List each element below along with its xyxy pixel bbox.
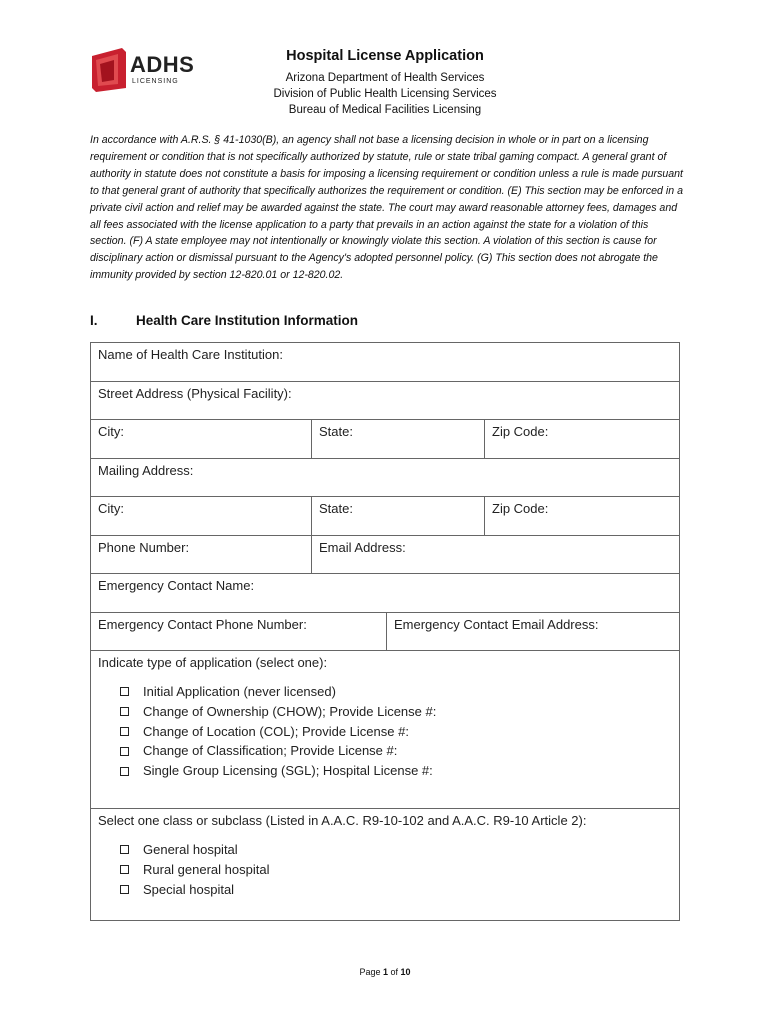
form-row-city-state-zip-1 bbox=[91, 420, 679, 459]
class-option[interactable] bbox=[120, 860, 672, 880]
option-label: Initial Application (never licensed) bbox=[143, 684, 336, 699]
document-header bbox=[0, 48, 770, 118]
form-row-street-address bbox=[91, 382, 679, 421]
class-select-group bbox=[91, 809, 679, 920]
page-number: 1 bbox=[382, 967, 388, 977]
zip-field-2[interactable]: Zip Code: bbox=[484, 497, 679, 535]
option-label: Change of Ownership (CHOW); Provide License #: bbox=[143, 703, 437, 719]
application-type-option[interactable] bbox=[120, 682, 672, 702]
checkbox-icon[interactable] bbox=[120, 885, 129, 894]
page-prefix: Page bbox=[359, 967, 381, 977]
application-type-group bbox=[91, 651, 679, 808]
section-number: I. bbox=[90, 313, 98, 328]
checkbox-icon[interactable] bbox=[120, 845, 129, 854]
emergency-contact-phone-field[interactable]: Emergency Contact Phone Number: bbox=[98, 616, 307, 632]
form-row-city-state-zip-2 bbox=[91, 497, 679, 536]
form-row-class-select bbox=[91, 809, 679, 920]
option-label: Change of Classification; Provide License #: bbox=[143, 743, 398, 759]
city-field-2[interactable]: City: bbox=[98, 501, 124, 516]
intro-paragraph: In accordance with A.R.S. § 41-1030(B), an agency shall not base a licensing decision in whole or in part on a licensing requirement or condition that is not specifically authorized by statute, rule or state tribal gaming compact. A general grant of authority in statute does not constitute a basis for imposing a licensing requirement or condition unless a rule is made pursuant to that general grant of authority that specifically authorizes the requirement or condition. (E) This section may be enforced in a private civil action and relief may be awarded against the state. The court may award reasonable attorney fees, damages and all fees associated with the license application to a party that prevails in an action against the state for a violation of this section. (F) A state employee may not intentionally or knowingly violate this section. A violation of this section is cause for disciplinary action or dismissal pursuant to the Agency's adopted personnel policy. (G) This section does not abrogate the immunity provided by section 12-820.01 or 12-820.02. bbox=[90, 134, 683, 282]
form-row-mailing-address bbox=[91, 459, 679, 498]
class-select-options bbox=[98, 840, 672, 899]
section-title: Health Care Institution Information bbox=[136, 313, 359, 328]
phone-field[interactable]: Phone Number: bbox=[98, 539, 190, 555]
zip-field-1[interactable]: Zip Code: bbox=[484, 420, 679, 458]
application-type-label: Indicate type of application (select one): bbox=[98, 655, 328, 670]
mailing-address-field[interactable]: Mailing Address: bbox=[98, 462, 194, 478]
header-line-3: Bureau of Medical Facilities Licensing bbox=[288, 104, 482, 116]
form-row-institution-name bbox=[91, 343, 679, 382]
institution-name-field[interactable]: Name of Health Care Institution: bbox=[98, 347, 283, 362]
section-heading bbox=[90, 313, 358, 328]
street-address-field[interactable]: Street Address (Physical Facility): bbox=[98, 385, 292, 401]
class-option[interactable] bbox=[120, 880, 672, 900]
checkbox-icon[interactable] bbox=[120, 865, 129, 874]
option-label: Single Group Licensing (SGL); Hospital License #: bbox=[143, 763, 433, 779]
checkbox-icon[interactable] bbox=[120, 727, 129, 736]
city-field-1[interactable]: City: bbox=[98, 424, 124, 439]
checkbox-icon[interactable] bbox=[120, 687, 129, 696]
document-title: Hospital License Application bbox=[286, 48, 484, 64]
class-option[interactable] bbox=[120, 840, 672, 860]
form-row-emergency-name bbox=[91, 574, 679, 613]
option-label: General hospital bbox=[143, 842, 238, 857]
application-type-options bbox=[98, 682, 672, 781]
option-label: Rural general hospital bbox=[143, 861, 270, 877]
state-field-2[interactable]: State: bbox=[311, 497, 484, 535]
form-row-phone-email bbox=[91, 536, 679, 575]
class-select-label: Select one class or subclass (Listed in A.A.C. R9-10-102 and A.A.C. R9-10 Article 2): bbox=[98, 813, 587, 828]
checkbox-icon[interactable] bbox=[120, 747, 129, 756]
page-total: 10 bbox=[400, 967, 411, 977]
header-line-1: Arizona Department of Health Services bbox=[285, 72, 485, 84]
emergency-contact-email-field[interactable]: Emergency Contact Email Address: bbox=[386, 613, 679, 651]
form-row-emergency-contact bbox=[91, 613, 679, 652]
option-label: Change of Location (COL); Provide License #: bbox=[143, 723, 409, 739]
application-type-option[interactable] bbox=[120, 761, 672, 781]
institution-info-form bbox=[90, 342, 680, 921]
header-line-2: Division of Public Health Licensing Services bbox=[273, 88, 497, 100]
application-type-option[interactable] bbox=[120, 741, 672, 761]
checkbox-icon[interactable] bbox=[120, 707, 129, 716]
logo-text: ADHS bbox=[130, 52, 195, 77]
option-label: Special hospital bbox=[143, 881, 235, 897]
logo-subtext: LICENSING bbox=[132, 78, 179, 85]
application-type-option[interactable] bbox=[120, 722, 672, 742]
state-field-1[interactable]: State: bbox=[311, 420, 484, 458]
emergency-contact-name-field[interactable]: Emergency Contact Name: bbox=[98, 578, 255, 593]
page-of: of bbox=[390, 967, 399, 977]
email-field[interactable]: Email Address: bbox=[311, 536, 679, 574]
page-footer bbox=[0, 967, 770, 977]
application-type-option[interactable] bbox=[120, 702, 672, 722]
form-row-application-type bbox=[91, 651, 679, 809]
checkbox-icon[interactable] bbox=[120, 767, 129, 776]
